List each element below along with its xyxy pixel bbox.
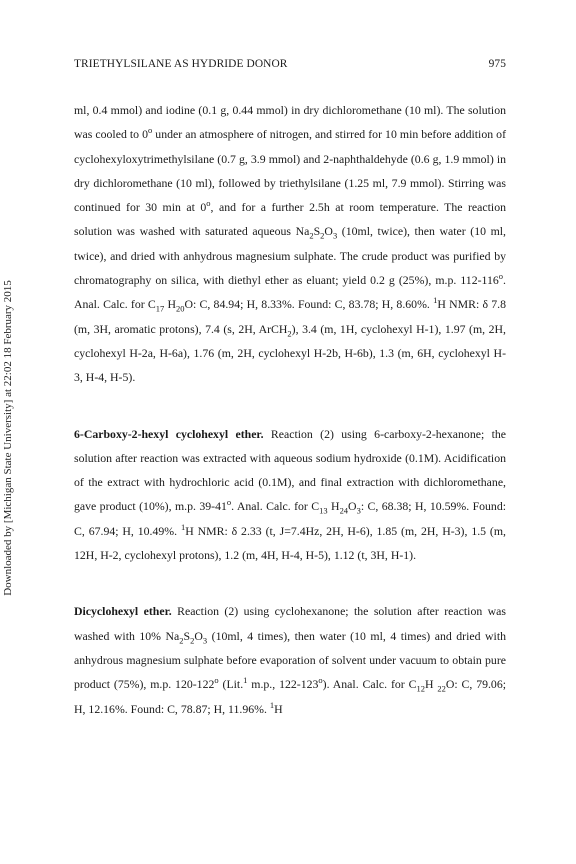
paragraph-dicyclohexyl-ether: Dicyclohexyl ether. Reaction (2) using cyclohexanone; the solution after reaction was washed with 10% $Na_2S_2O_3$ (10ml, 4 times), then water (10 ml, 4 times) and dried with anhydrous magnesium sulphate before evaporation of solvent under vacuum to obtain pure product (75%), m.p. 120-122$^o$ (Lit.$^1$ m.p., 122-123$^o$). Anal. Calc. for $C_{12}H$ $_{22}$O: C, 79.06; H, 12.16%. Found: C, 78.87; H, 11.96%. $^1$H <box>74 604 507 716</box>
download-notice: Downloaded by [Michigan State University] at 22:02 18 February 2015 <box>2 279 14 596</box>
running-title: TRIETHYLSILANE AS HYDRIDE DONOR <box>74 58 288 70</box>
paragraph-synthesis-naphthyl: ml, 0.4 mmol) and iodine (0.1 g, 0.44 mmol) in dry dichloromethane (10 ml). The solution was cooled to 0$^o$ under an atmosphere of nitrogen, and stirred for 10 min before addition of cyclohexyloxytrimethylsilane (0.7 g, 3.9 mmol) and 2-naphthaldehyde (0.6 g, 1.9 mmol) in dry dichloromethane (10 ml), followed by triethylsilane (1.25 ml, 7.9 mmol). Stirring was continued for 30 min at 0$^o$, and for a further 2.5h at room temperature. The reaction solution was washed with saturated aqueous $Na_2S_2O_3$ (10ml, twice), then water (10 ml, twice), and dried with anhydrous magnesium sulphate. The crude product was purified by chromatography on silica, with diethyl ether as eluant; yield 0.2 g (25%), m.p. 112-116$^o$. Anal. Calc. for $C_{17}$ $H_{20}O$: C, 84.94; H, 8.33%. Found: C, 83.78; H, 8.60%. $^1$H NMR: δ 7.8 (m, 3H, aromatic protons), 7.4 (s, 2H, ArCH$_2$), 3.4 (m, 1H, cyclohexyl H-1), 1.97 (m, 2H, cyclohexyl H-2a, H-6a), 1.76 (m, 2H, cyclohexyl H-2b, H-6b), 1.3 (m, 6H, cyclohexyl H-3, H-4, H-5). <box>74 103 507 385</box>
compound-heading: 6-Carboxy-2-hexyl cyclohexyl ether. <box>74 426 264 441</box>
article-body <box>74 98 506 721</box>
running-header <box>74 58 506 74</box>
compound-heading: Dicyclohexyl ether. <box>74 604 172 619</box>
page-number: 975 <box>488 58 506 70</box>
download-watermark <box>2 240 14 635</box>
paragraph-carboxy-hexyl-ether: 6-Carboxy-2-hexyl cyclohexyl ether. Reaction (2) using 6-carboxy-2-hexanone; the solution after reaction was extracted with aqueous sodium hydroxide (0.1M). Acidification of the extract with hydrochloric acid (0.1M), and final extraction with dichloromethane, gave product (10%), m.p. 39-41$^o$. Anal. Calc. for $C_{13}$ $H_{24}O_3$: C, 68.38; H, 10.59%. Found: C, 67.94; H, 10.49%. $^1$H NMR: δ 2.33 (t, J=7.4Hz, 2H, H-6), 1.85 (m, 2H, H-3), 1.5 (m, 12H, H-2, cyclohexyl protons), 1.2 (m, 4H, H-4, H-5), 1.12 (t, 3H, H-1). <box>74 426 507 563</box>
